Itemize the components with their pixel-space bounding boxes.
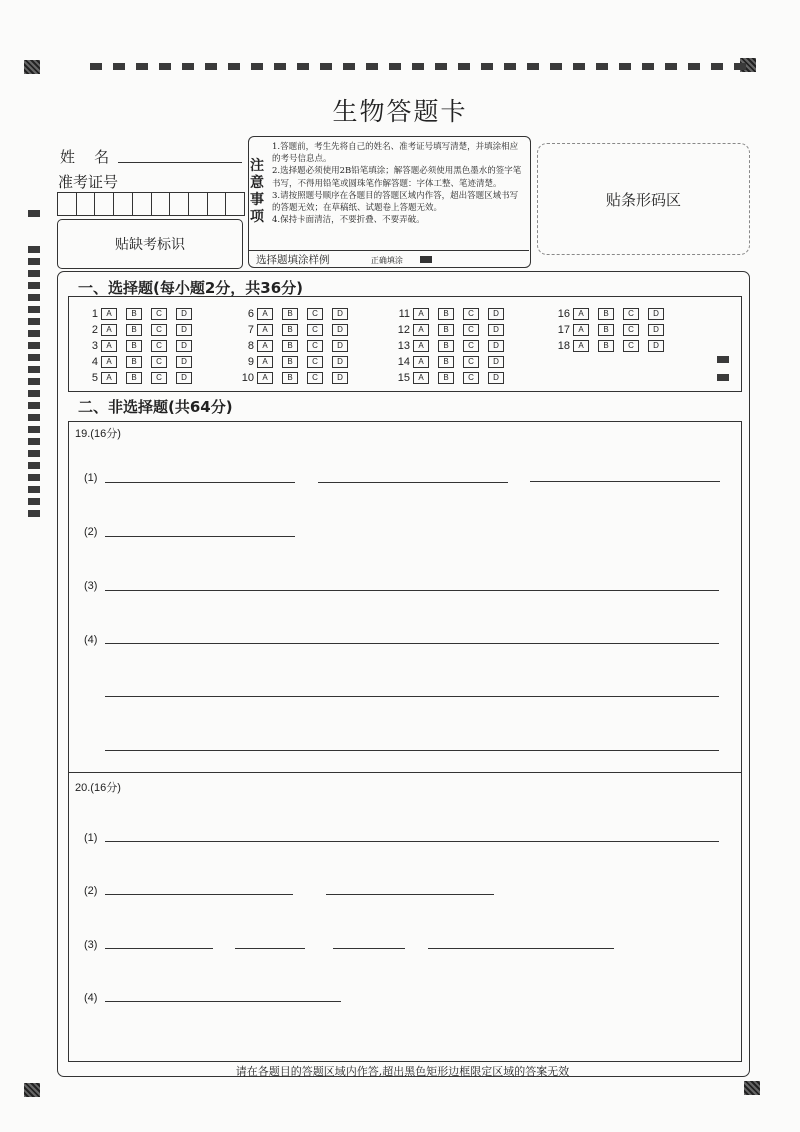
timing-mark [481,63,493,70]
option-bubble-a[interactable]: A [101,356,117,368]
section1-heading: 一、选择题(每小题2分，共36分) [78,279,304,297]
option-bubble-a[interactable]: A [413,324,429,336]
page-title: 生物答题卡 [332,97,468,126]
option-bubble-d[interactable]: D [176,340,192,352]
option-bubble-c[interactable]: C [151,308,167,320]
name-label: 姓 名 [60,148,110,166]
option-bubble-b[interactable]: B [598,324,614,336]
q19-3-blank[interactable] [105,590,719,591]
mc-question-number: 9 [247,356,254,368]
timing-mark [28,330,40,337]
option-bubble-b[interactable]: B [282,356,298,368]
q20-3-blank[interactable] [105,948,213,949]
timing-mark [458,63,470,70]
option-bubble-c[interactable]: C [307,308,323,320]
q19-4-blank[interactable] [105,643,719,644]
q20-part-label: (2) [84,885,98,897]
q19-part-label: (2) [84,526,98,538]
timing-mark [527,63,539,70]
option-bubble-b[interactable]: B [438,356,454,368]
option-bubble-b[interactable]: B [438,340,454,352]
mc-question-number: 7 [247,324,254,336]
mc-question-number: 17 [557,324,570,336]
timing-mark [28,510,40,517]
q20-part-label: (1) [84,832,98,844]
q20-3-blank[interactable] [333,948,405,949]
option-bubble-c[interactable]: C [623,308,639,320]
option-bubble-b[interactable]: B [282,324,298,336]
option-bubble-c[interactable]: C [463,324,479,336]
timing-mark [28,462,40,469]
mc-question [552,323,673,337]
timing-mark [28,426,40,433]
exam-id-label: 准考证号 [58,173,119,191]
footer-note: 请在各题目的答题区域内作答,超出黑色矩形边框限定区域的答案无效 [235,1065,570,1078]
q20-2-blank[interactable] [326,894,494,895]
mc-question [80,307,201,321]
fill-sample-row [248,250,529,267]
option-bubble-b[interactable]: B [282,308,298,320]
timing-mark [28,354,40,361]
fill-sample-label: 选择题填涂样例 [256,254,330,266]
option-bubble-c[interactable]: C [151,324,167,336]
mc-question [236,323,357,337]
mc-question-number: 5 [91,372,98,384]
mc-question-number: 8 [247,340,254,352]
registration-mark-top-left [24,60,40,74]
option-bubble-a[interactable]: A [413,356,429,368]
option-bubble-a[interactable]: A [413,340,429,352]
timing-mark [228,63,240,70]
section2-heading: 二、非选择题(共64分) [78,398,233,416]
q19-1-blank[interactable] [105,482,295,483]
option-bubble-a[interactable]: A [573,308,589,320]
option-bubble-a[interactable]: A [101,340,117,352]
option-bubble-d[interactable]: D [332,340,348,352]
q19-part-label: (3) [84,580,98,592]
option-bubble-b[interactable]: B [282,340,298,352]
timing-mark [28,414,40,421]
timing-mark [504,63,516,70]
option-bubble-c[interactable]: C [307,324,323,336]
timing-mark [596,63,608,70]
q20-header: 20.(16分) [75,782,121,794]
exam-id-cell[interactable] [114,193,133,215]
exam-id-cell[interactable] [152,193,171,215]
option-bubble-c[interactable]: C [151,372,167,384]
timing-mark [28,486,40,493]
barcode-area: 贴条形码区 [537,143,750,255]
q20-3-blank[interactable] [428,948,614,949]
mc-question [392,339,513,353]
timing-mark [573,63,585,70]
q20-1-blank[interactable] [105,841,719,842]
option-bubble-a[interactable]: A [101,372,117,384]
option-bubble-a[interactable]: A [101,324,117,336]
q19-box [68,421,742,773]
mc-question-number: 13 [397,340,410,352]
notice-items [272,141,526,226]
option-bubble-a[interactable]: A [413,372,429,384]
q19-4-blank[interactable] [105,750,719,751]
option-bubble-a[interactable]: A [101,308,117,320]
exam-id-cell[interactable] [208,193,227,215]
option-bubble-a[interactable]: A [573,340,589,352]
timing-mark [688,63,700,70]
mc-question-number: 14 [397,356,410,368]
option-bubble-d[interactable]: D [488,372,504,384]
timing-mark [28,210,40,217]
mc-question [392,371,513,385]
option-bubble-c[interactable]: C [623,340,639,352]
option-bubble-b[interactable]: B [126,356,142,368]
q19-header: 19.(16分) [75,428,121,440]
timing-mark [619,63,631,70]
option-bubble-b[interactable]: B [126,372,142,384]
filled-bubble-sample [420,256,432,263]
mc-question [80,339,201,353]
option-bubble-c[interactable]: C [307,356,323,368]
mc-question-number: 3 [91,340,98,352]
timing-mark [435,63,447,70]
timing-mark [274,63,286,70]
q19-part-label: (1) [84,472,98,484]
q19-1-blank[interactable] [318,482,508,483]
timing-mark [28,378,40,385]
mc-question-number: 6 [247,308,254,320]
exam-id-cell[interactable] [58,193,77,215]
q19-4-blank[interactable] [105,696,719,697]
option-bubble-d[interactable]: D [332,372,348,384]
option-bubble-d[interactable]: D [332,324,348,336]
option-bubble-b[interactable]: B [126,340,142,352]
option-bubble-c[interactable]: C [307,372,323,384]
option-bubble-a[interactable]: A [573,324,589,336]
name-field[interactable] [118,162,242,163]
option-bubble-d[interactable]: D [488,340,504,352]
registration-mark-bottom-right [744,1081,760,1095]
timing-mark [28,306,40,313]
timing-mark [297,63,309,70]
option-bubble-d[interactable]: D [176,324,192,336]
timing-mark [366,63,378,70]
option-bubble-d[interactable]: D [648,324,664,336]
exam-id-cell[interactable] [170,193,189,215]
option-bubble-b[interactable]: B [598,340,614,352]
option-bubble-c[interactable]: C [463,356,479,368]
timing-mark [711,63,723,70]
exam-id-cell[interactable] [95,193,114,215]
option-bubble-b[interactable]: B [126,324,142,336]
q19-2-blank[interactable] [105,536,295,537]
exam-id-cell[interactable] [77,193,96,215]
option-bubble-d[interactable]: D [332,308,348,320]
option-bubble-c[interactable]: C [463,340,479,352]
mc-question [80,323,201,337]
timing-mark [28,366,40,373]
mc-question [236,339,357,353]
option-bubble-b[interactable]: B [126,308,142,320]
option-bubble-d[interactable]: D [332,356,348,368]
q19-part-label: (4) [84,634,98,646]
mc-mark [717,374,729,381]
mc-question [236,355,357,369]
timing-mark [734,63,746,70]
timing-mark [28,246,40,253]
timing-mark [113,63,125,70]
timing-mark [90,63,102,70]
mc-question [392,355,513,369]
option-bubble-c[interactable]: C [151,340,167,352]
option-bubble-a[interactable]: A [257,324,273,336]
notice-item: 3.请按照题号顺序在各题目的答题区域内作答，超出答题区域书写的答题无效；在草稿纸、试题卷上答题无效。 [272,190,519,214]
exam-id-cell[interactable] [226,193,244,215]
option-bubble-a[interactable]: A [257,340,273,352]
q19-1-blank[interactable] [530,481,720,482]
timing-mark [28,390,40,397]
mc-question [392,323,513,337]
mc-question-number: 1 [91,308,98,320]
mc-question-number: 2 [91,324,98,336]
timing-mark [136,63,148,70]
q20-3-blank[interactable] [235,948,305,949]
exam-id-cell[interactable] [133,193,152,215]
timing-mark [550,63,562,70]
mc-question [80,371,201,385]
mc-question-number: 10 [241,372,254,384]
option-bubble-c[interactable]: C [151,356,167,368]
option-bubble-d[interactable]: D [488,308,504,320]
notice-item: 1.答题前，考生先将自己的姓名、准考证号填写清楚，并填涂相应的考号信息点。 [272,142,519,165]
option-bubble-c[interactable]: C [463,372,479,384]
option-bubble-d[interactable]: D [176,308,192,320]
mc-question-number: 4 [91,356,98,368]
timing-mark [28,498,40,505]
timing-mark [389,63,401,70]
option-bubble-b[interactable]: B [438,324,454,336]
timing-mark [28,438,40,445]
option-bubble-b[interactable]: B [438,308,454,320]
notice-item: 4.保持卡面清洁，不要折叠、不要弄破。 [272,215,425,226]
option-bubble-d[interactable]: D [176,356,192,368]
timing-mark [28,318,40,325]
timing-mark [205,63,217,70]
q20-4-blank[interactable] [105,1001,341,1002]
mc-question [236,307,357,321]
option-bubble-b[interactable]: B [598,308,614,320]
mc-question-number: 11 [398,308,410,320]
timing-mark [28,294,40,301]
option-bubble-c[interactable]: C [623,324,639,336]
timing-mark [343,63,355,70]
option-bubble-d[interactable]: D [176,372,192,384]
timing-mark [28,450,40,457]
q20-box [68,771,742,1062]
option-bubble-d[interactable]: D [648,340,664,352]
option-bubble-a[interactable]: A [257,372,273,384]
timing-mark [28,402,40,409]
exam-id-cell[interactable] [189,193,208,215]
timing-mark [28,282,40,289]
timing-mark [412,63,424,70]
absent-sticker-area: 贴缺考标识 [57,219,243,269]
timing-mark [642,63,654,70]
option-bubble-b[interactable]: B [282,372,298,384]
mc-question-number: 12 [397,324,410,336]
option-bubble-d[interactable]: D [488,356,504,368]
mc-question-number: 16 [557,308,570,320]
option-bubble-a[interactable]: A [257,308,273,320]
q20-part-label: (4) [84,992,98,1004]
q20-2-blank[interactable] [105,894,293,895]
mc-question-number: 15 [397,372,410,384]
option-bubble-c[interactable]: C [463,308,479,320]
timing-mark [665,63,677,70]
option-bubble-a[interactable]: A [413,308,429,320]
option-bubble-a[interactable]: A [257,356,273,368]
mc-question [552,339,673,353]
mc-question-number: 18 [557,340,570,352]
correct-fill-label: 正确填涂 [370,256,403,265]
option-bubble-d[interactable]: D [488,324,504,336]
option-bubble-c[interactable]: C [307,340,323,352]
timing-mark [28,474,40,481]
notice-item: 2.选择题必须使用2B铅笔填涂；解答题必须使用黑色墨水的签字笔书写，不得用铅笔或圆珠笔作解答题：字体工整、笔迹清楚。 [272,166,522,189]
timing-mark [251,63,263,70]
mc-mark [717,356,729,363]
option-bubble-d[interactable]: D [648,308,664,320]
mc-question [80,355,201,369]
mc-question [236,371,357,385]
mc-question [392,307,513,321]
exam-id-grid[interactable] [57,192,245,216]
q20-part-label: (3) [84,939,98,951]
mc-question [552,307,673,321]
timing-mark [28,270,40,277]
timing-mark [182,63,194,70]
timing-mark [320,63,332,70]
timing-mark [28,258,40,265]
option-bubble-b[interactable]: B [438,372,454,384]
timing-mark [159,63,171,70]
timing-mark [28,342,40,349]
registration-mark-bottom-left [24,1083,40,1097]
notice-title: 注意事项 [250,158,264,225]
